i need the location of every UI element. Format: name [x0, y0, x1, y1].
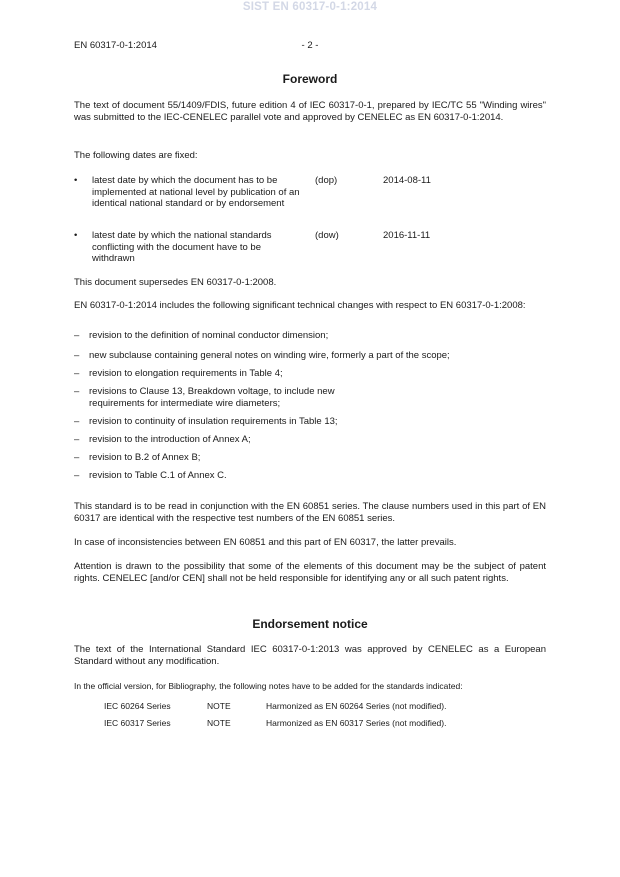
dash-icon: – [74, 368, 80, 379]
note-label: NOTE [207, 701, 231, 711]
note-label: NOTE [207, 718, 231, 728]
note-series: IEC 60264 Series [104, 701, 171, 711]
supersedes-paragraph: This document supersedes EN 60317-0-1:2008. [74, 277, 277, 288]
endorsement-paragraph: The text of the International Standard IEC 60317-0-1:2013 was approved by CENELEC as a European Standard without any modification. [74, 644, 546, 667]
dates-item-code: (dow) [315, 230, 339, 241]
dates-item-date: 2016-11-11 [383, 230, 431, 241]
dates-intro: The following dates are fixed: [74, 150, 198, 161]
dash-icon: – [74, 452, 80, 463]
patent-paragraph: Attention is drawn to the possibility that some of the elements of this document may be the subject of patent rights. CENELEC [and/or CEN] shall not be held responsible for identifying any or all such patent rights. [74, 561, 546, 584]
dates-item-date: 2014-08-11 [383, 175, 431, 186]
bibliography-intro: In the official version, for Bibliography, the following notes have to be added for the standards indicated: [74, 681, 463, 691]
endorsement-title: Endorsement notice [252, 617, 368, 631]
foreword-paragraph-fdis: The text of document 55/1409/FDIS, future edition 4 of IEC 60317-0-1, prepared by IEC/TC 55 "Winding wires" was submitted to the IEC-CENELEC parallel vote and approved by CENELEC as EN 60317-0-1:2014. [74, 100, 546, 123]
inconsistency-paragraph: In case of inconsistencies between EN 60851 and this part of EN 60317, the latter prevails. [74, 537, 457, 548]
changes-intro: EN 60317-0-1:2014 includes the following significant technical changes with respect to EN 60317-0-1:2008: [74, 300, 526, 311]
bullet-icon: • [74, 175, 78, 186]
dates-item-text: latest date by which the national standards conflicting with the document have to be withdrawn [92, 230, 272, 264]
header-doc-id: EN 60317-0-1:2014 [74, 40, 157, 51]
note-text: Harmonized as EN 60264 Series (not modified). [266, 701, 447, 711]
bullet-icon: • [74, 230, 78, 241]
dash-icon: – [74, 350, 80, 361]
dates-item-text: latest date by which the document has to be implemented at national level by publication of an identical national standard or by endorsement [92, 175, 300, 209]
note-text: Harmonized as EN 60317 Series (not modified). [266, 718, 447, 728]
page-number: - 2 - [301, 40, 319, 51]
watermark: SIST EN 60317-0-1:2014 [242, 1, 378, 13]
foreword-title: Foreword [282, 72, 338, 86]
conjunction-paragraph: This standard is to be read in conjunction with the EN 60851 series. The clause numbers used in this part of EN 60317 are identical with the respective test numbers of the EN 60851 series. [74, 501, 546, 524]
note-series: IEC 60317 Series [104, 718, 171, 728]
dates-item-code: (dop) [315, 175, 338, 186]
dash-icon: – [74, 330, 80, 341]
dash-icon: – [74, 470, 80, 481]
dash-icon: – [74, 386, 80, 397]
dash-icon: – [74, 434, 80, 445]
dash-icon: – [74, 416, 80, 427]
